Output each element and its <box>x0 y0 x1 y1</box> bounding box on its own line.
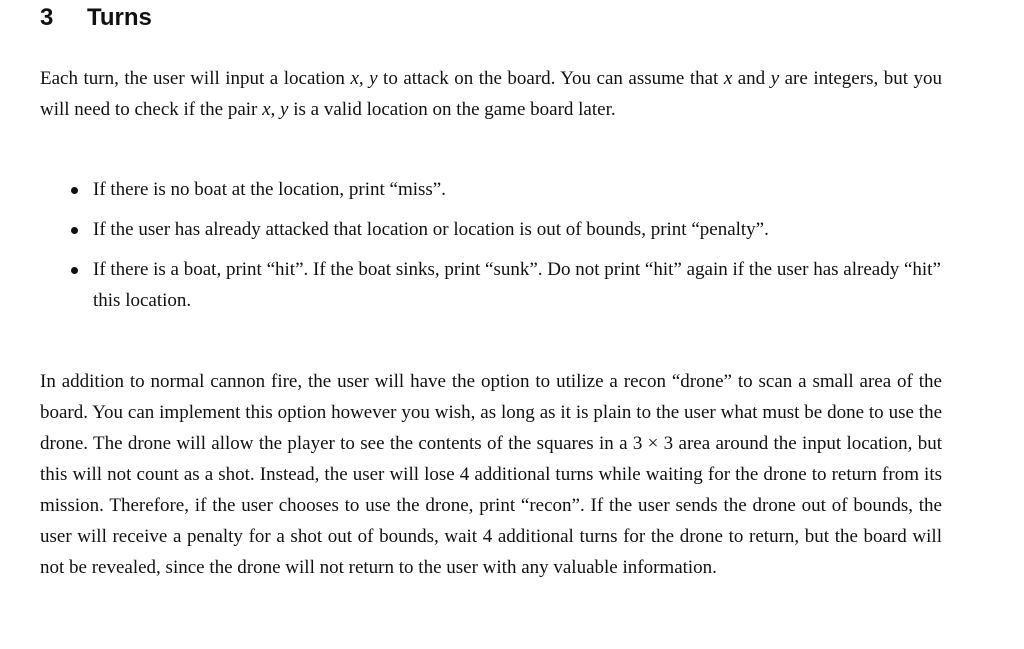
section-heading <box>40 2 152 34</box>
drone-text-1: In addition to normal cannon fire, the user will have the option to utilize a recon “drone” to scan a small area of the board. You can implement this option however you wish, as long as it is plain to the user what must be done to use the drone. The drone will allow the player to see the contents of the squares in a <box>40 371 942 454</box>
drone-math-1: 3 × 3 <box>632 433 674 454</box>
intro-math-4: x, y <box>262 99 289 120</box>
intro-text-3: and <box>732 68 771 89</box>
list-item <box>40 214 942 245</box>
intro-text-5: is a valid location on the game board later. <box>288 99 616 120</box>
section-title: Turns <box>87 4 152 31</box>
bullet-text: If the user has already attacked that location or location is out of bounds, print “penalty”. <box>93 219 769 240</box>
list-item <box>40 254 942 316</box>
intro-text-1: Each turn, the user will input a location <box>40 68 351 89</box>
bullet-icon <box>71 267 78 274</box>
section-number: 3 <box>40 4 54 31</box>
intro-text-2: to attack on the board. You can assume that <box>377 68 724 89</box>
bullet-text: If there is no boat at the location, print “miss”. <box>93 179 446 200</box>
intro-text-4: are integers, but you will need to check if the pair <box>40 68 942 120</box>
rules-bullet-list <box>40 174 942 325</box>
bullet-icon <box>71 227 78 234</box>
intro-paragraph <box>40 63 942 125</box>
intro-math-3: y <box>770 68 780 89</box>
drone-text-2: area around the input location, but this will not count as a shot. Instead, the user will lose 4 additional turns while waiting for the drone to return from its mission. Therefore, if the user chooses to use the drone, print “recon”. If the user sends the drone out of bounds, the user will receive a penalty for a shot out of bounds, wait 4 additional turns for the drone to return, but the board will not be revealed, since the drone will not return to the user with any valuable information. <box>40 433 942 578</box>
bullet-text: If there is a boat, print “hit”. If the boat sinks, print “sunk”. Do not print “hit” again if the user has already “hit” this location. <box>93 259 941 311</box>
bullet-icon <box>71 187 78 194</box>
drone-paragraph <box>40 366 942 583</box>
intro-math-2: x <box>723 68 733 89</box>
intro-math-1: x, y <box>350 68 378 89</box>
list-item <box>40 174 942 205</box>
